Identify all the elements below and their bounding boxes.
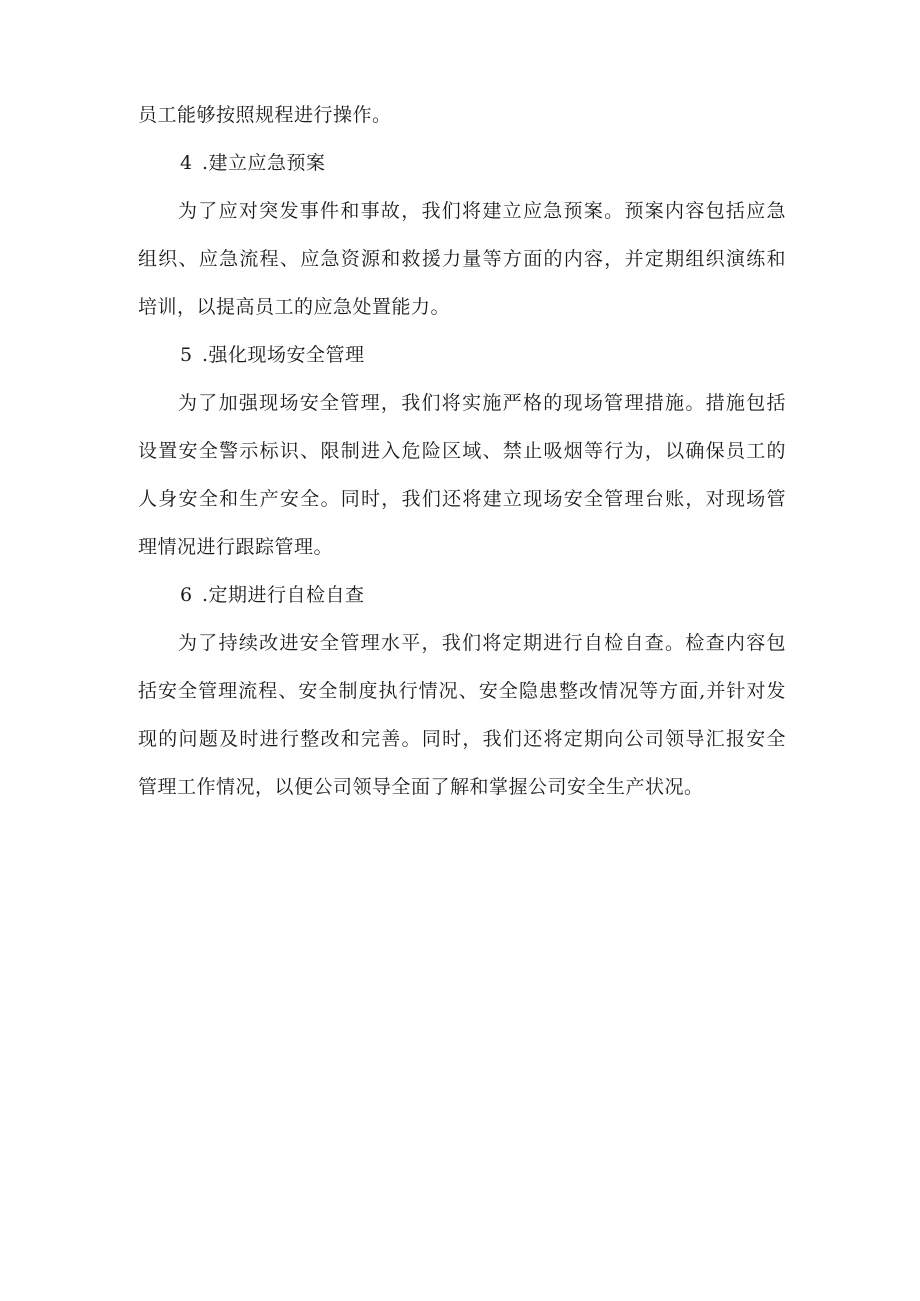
document-body bbox=[138, 96, 786, 806]
spacer bbox=[138, 374, 786, 384]
paragraph-line: 设置安全警示标识、限制进入危险区域、禁止吸烟等行为，以确保员工的 bbox=[138, 440, 786, 462]
spacer bbox=[138, 134, 786, 144]
paragraph-line: 理情况进行跟踪管理。 bbox=[138, 536, 334, 558]
line-gap bbox=[138, 518, 786, 528]
line-gap bbox=[138, 278, 786, 288]
spacer bbox=[138, 614, 786, 624]
paragraph-line: 为了持续改进安全管理水平，我们将定期进行自检自查。检查内容包 bbox=[178, 632, 786, 654]
paragraph-line: 管理工作情况，以便公司领导全面了解和掌握公司安全生产状况。 bbox=[138, 776, 704, 798]
section-title: .定期进行自检自查 bbox=[202, 584, 365, 606]
spacer bbox=[138, 326, 786, 336]
section-paragraph-6 bbox=[138, 624, 786, 806]
intro-line: 员工能够按照规程进行操作。 bbox=[138, 104, 392, 126]
spacer bbox=[138, 182, 786, 192]
spacer bbox=[138, 566, 786, 576]
paragraph-line: 括安全管理流程、安全制度执行情况、安全隐患整改情况等方面,并针对发 bbox=[138, 680, 786, 702]
line-gap bbox=[138, 758, 786, 768]
paragraph-line: 培训，以提高员工的应急处置能力。 bbox=[138, 296, 451, 318]
section-heading-5 bbox=[138, 336, 786, 374]
paragraph-line: 现的问题及时进行整改和完善。同时，我们还将定期向公司领导汇报安全 bbox=[138, 728, 786, 750]
section-heading-6 bbox=[138, 576, 786, 614]
line-gap bbox=[138, 710, 786, 720]
section-heading-4 bbox=[138, 144, 786, 182]
section-title: .建立应急预案 bbox=[202, 152, 326, 174]
intro-paragraph bbox=[138, 96, 786, 134]
section-number: 5 bbox=[180, 344, 193, 366]
paragraph-line: 为了应对突发事件和事故，我们将建立应急预案。预案内容包括应急 bbox=[178, 200, 786, 222]
line-gap bbox=[138, 422, 786, 432]
paragraph-line: 为了加强现场安全管理，我们将实施严格的现场管理措施。措施包括 bbox=[178, 392, 786, 414]
line-gap bbox=[138, 230, 786, 240]
line-gap bbox=[138, 470, 786, 480]
line-gap bbox=[138, 662, 786, 672]
section-paragraph-4 bbox=[138, 192, 786, 326]
paragraph-line: 人身安全和生产安全。同时，我们还将建立现场安全管理台账，对现场管 bbox=[138, 488, 786, 510]
section-number: 6 bbox=[180, 584, 193, 606]
paragraph-line: 组织、应急流程、应急资源和救援力量等方面的内容，并定期组织演练和 bbox=[138, 248, 786, 270]
section-title: .强化现场安全管理 bbox=[202, 344, 365, 366]
section-paragraph-5 bbox=[138, 384, 786, 566]
section-number: 4 bbox=[180, 152, 193, 174]
